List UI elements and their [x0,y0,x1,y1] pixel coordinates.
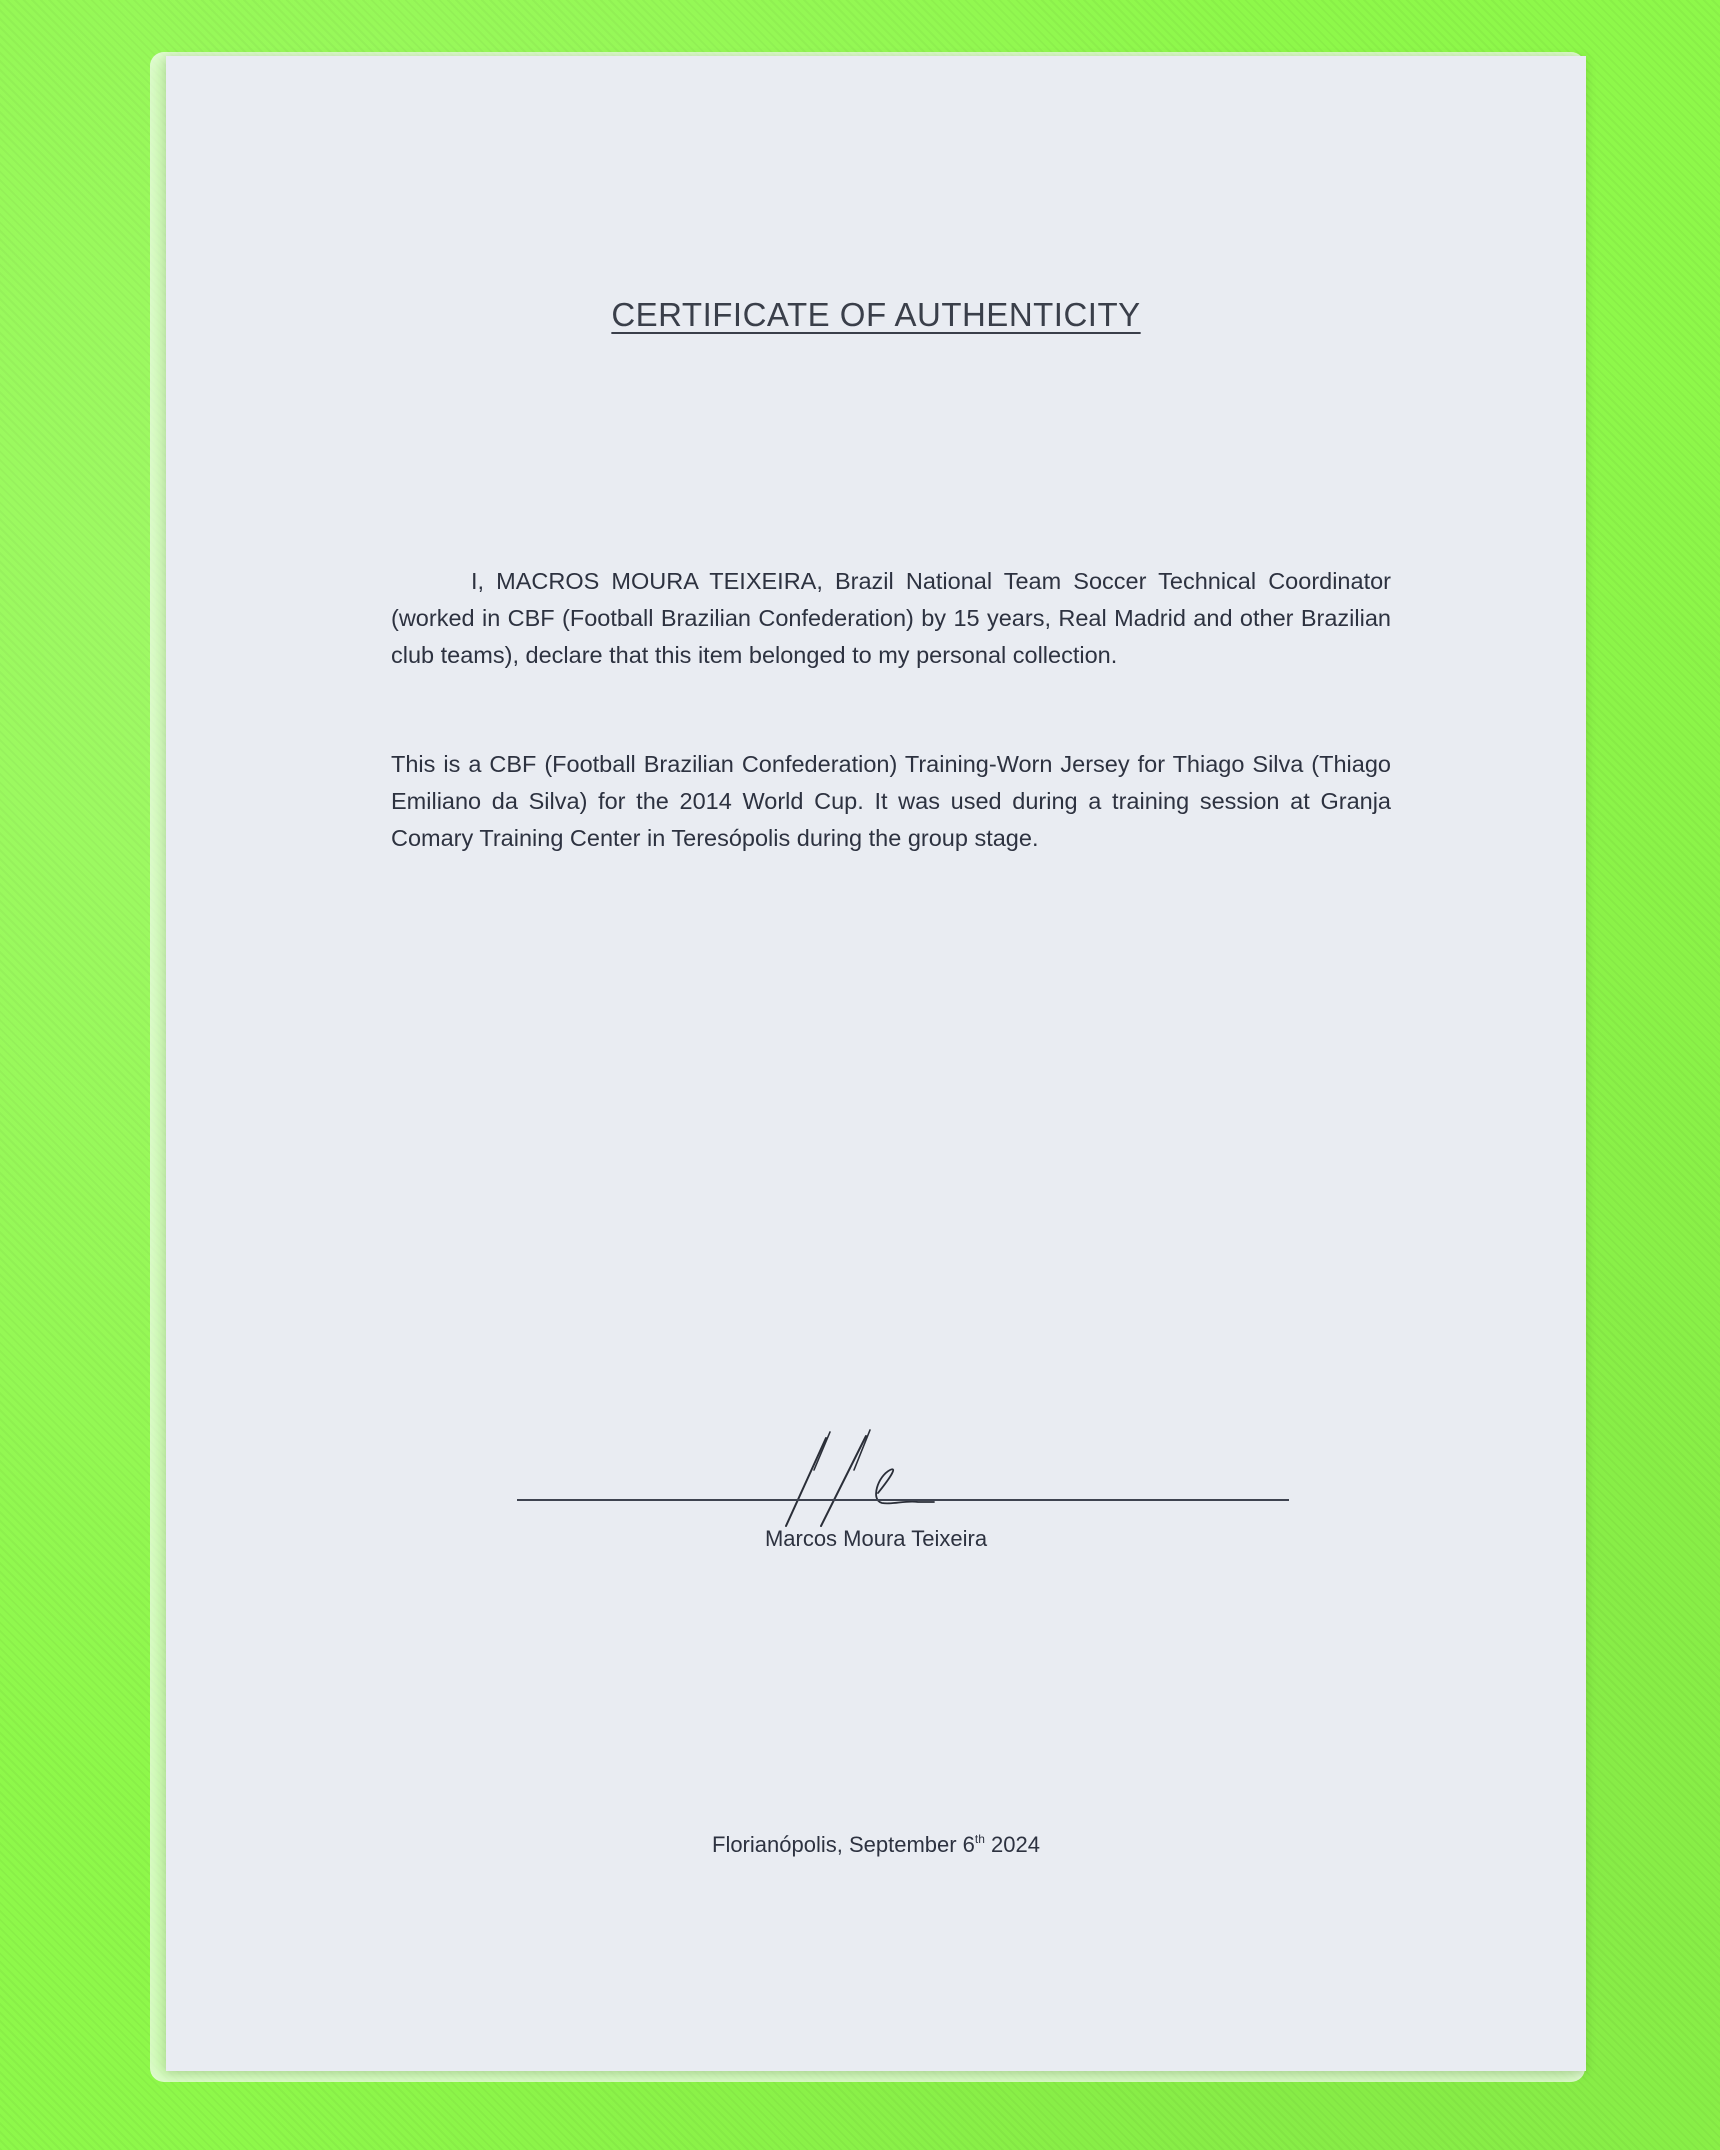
declaration-paragraph: I, MACROS MOURA TEIXEIRA, Brazil National Team Soccer Technical Coordinator (worked in CBF (Football Brazilian Confederation) by 15 years, Real Madrid and other Brazilian club teams), declare that this item belonged to my personal collection. [391,568,1391,668]
date-year: 2024 [984,1832,1040,1857]
signature-line [517,1499,1289,1501]
date-prefix: Florianópolis, September 6 [712,1832,975,1857]
date-ordinal-suffix: th [974,1832,985,1846]
certificate-title: CERTIFICATE OF AUTHENTICITY [611,296,1141,333]
handwritten-signature [766,1418,1086,1538]
place-and-date [166,1832,1586,1858]
item-description-paragraph: This is a CBF (Football Brazilian Confederation) Training-Worn Jersey for Thiago Silva (Thiago Emiliano da Silva) for the 2014 World Cup. It was used during a training session at Granja Comary Training Center in Teresópolis during the group stage. [391,751,1391,851]
certificate-page [166,56,1586,2071]
signer-name: Marcos Moura Teixeira [764,1526,988,1551]
